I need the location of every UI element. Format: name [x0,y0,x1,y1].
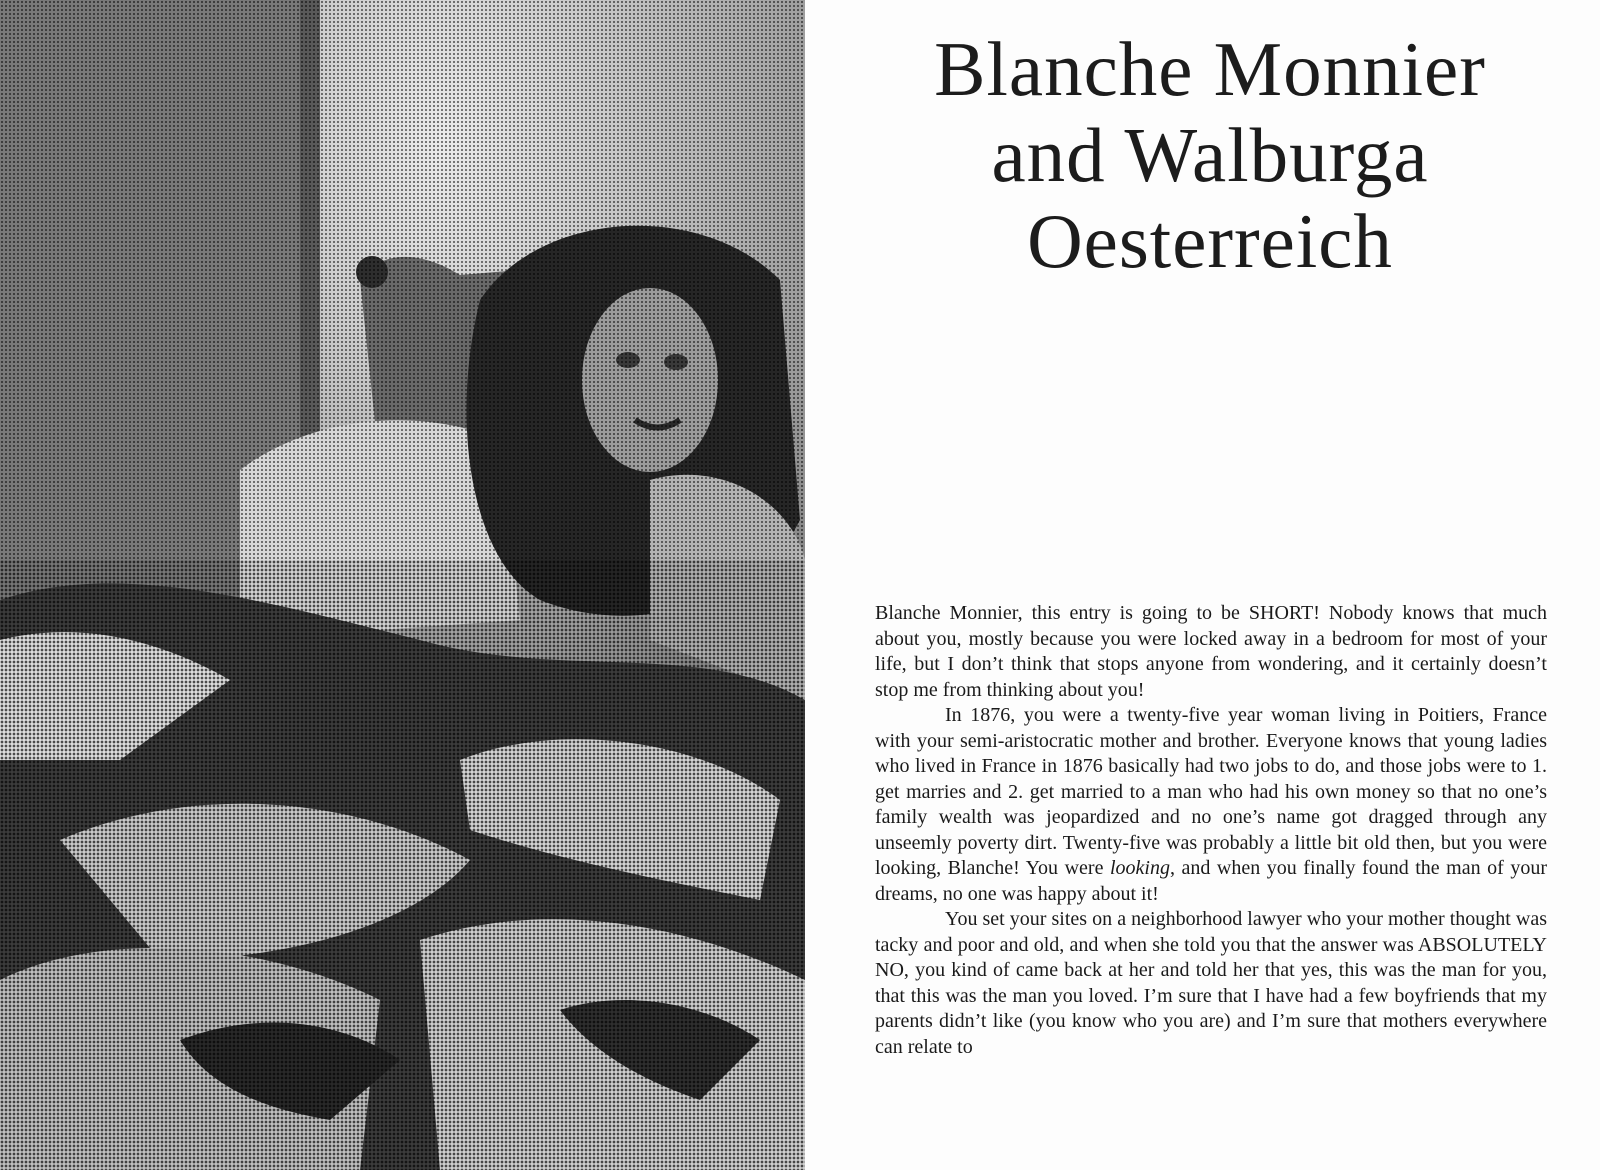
paragraph-2-text: In 1876, you were a twenty-five year woman living in Poitiers, France with your semi-aristocratic mother and brother. Everyone knows that young ladies who lived in France in 1876 basically had two jobs to do, and those jobs were to 1. get marries and 2. get married to a man who had his own money so that no one’s family wealth was jeopardized and no one’s name got dragged through any unseemly poverty dirt. Twenty-five was probably a little bit old then, but you were looking, Blanche! You were [875,704,1547,879]
title-line-2: and Walburga [991,112,1429,198]
paragraph-2-text-end: , and when you finally found the man of your dreams, no one was happy about it! [875,857,1547,905]
paragraph-2-emphasis: looking [1109,857,1170,879]
body-text [875,601,1547,1060]
paragraph-3: You set your sites on a neighborhood lawyer who your mother thought was tacky and poor and old, and when she told you that the answer was ABSOLUTELY NO, you kind of came back at her and told her that yes, this was the man for you, that this was the man you loved. I’m sure that I have had a few boyfriends that my parents didn’t like (you know who you are) and I’m sure that mothers everywhere can relate to [875,908,1547,1058]
chapter-title [860,26,1560,284]
title-line-1: Blanche Monnier [934,26,1486,112]
paragraph-2 [875,703,1547,907]
paragraph-1: Blanche Monnier, this entry is going to be SHORT! Nobody knows that much about you, mostly because you were locked away in a bedroom for most of your life, but I don’t think that stops anyone from wondering, and it certainly doesn’t stop me from thinking about you! [875,602,1547,701]
title-line-3: Oesterreich [1027,198,1393,284]
